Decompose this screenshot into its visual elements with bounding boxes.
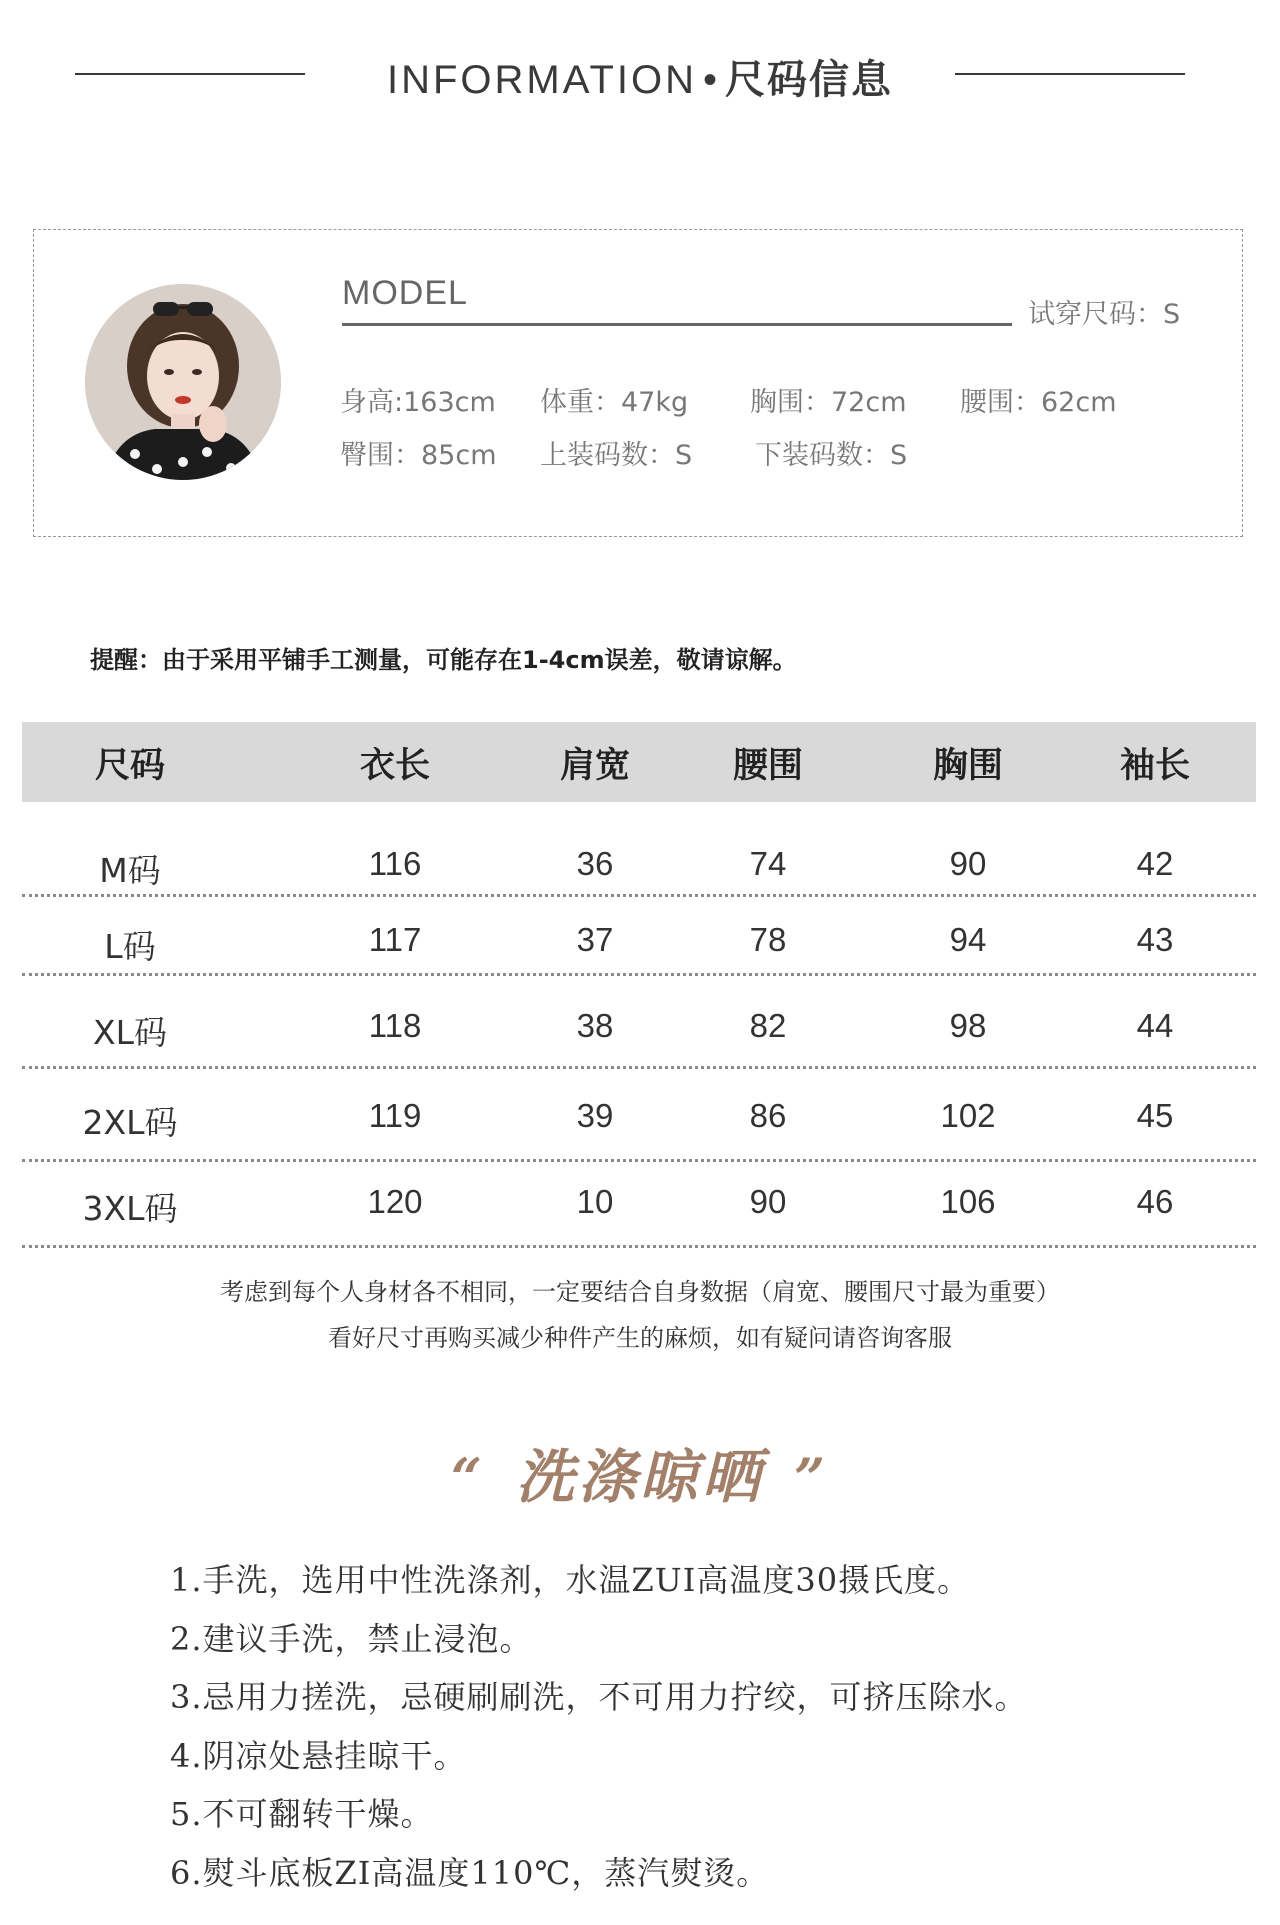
model-label: MODEL bbox=[342, 274, 468, 312]
col-header-sleeve: 袖长 bbox=[1119, 746, 1191, 786]
table-cell-waist: 82 bbox=[749, 1007, 787, 1044]
table-cell-size: L码 bbox=[104, 927, 156, 966]
table-cell-bust: 90 bbox=[949, 845, 987, 882]
table-cell-size: 3XL码 bbox=[82, 1189, 178, 1228]
section-title bbox=[0, 48, 1280, 105]
col-header-bust: 胸围 bbox=[932, 746, 1004, 786]
table-cell-bust: 98 bbox=[949, 1007, 987, 1044]
section-title-cn: 尺码信息 bbox=[725, 57, 894, 103]
table-cell-sleeve: 43 bbox=[1136, 921, 1174, 958]
model-weight: 体重：47kg bbox=[540, 387, 689, 418]
table-cell-bust: 94 bbox=[949, 921, 987, 958]
row-divider bbox=[22, 894, 1256, 897]
quote-close-mark: ” bbox=[794, 1446, 830, 1510]
model-hip: 臀围：85cm bbox=[340, 440, 497, 471]
table-cell-sleeve: 45 bbox=[1136, 1097, 1174, 1134]
table-cell-waist: 78 bbox=[749, 921, 787, 958]
table-cell-shoulder: 39 bbox=[576, 1097, 614, 1134]
table-cell-sleeve: 46 bbox=[1136, 1183, 1174, 1220]
table-cell-shoulder: 38 bbox=[576, 1007, 614, 1044]
washing-instruction: 6.熨斗底板ZI高温度110℃，蒸汽熨烫。 bbox=[170, 1854, 770, 1892]
size-table-header-bar bbox=[22, 722, 1256, 802]
model-bust: 胸围：72cm bbox=[750, 387, 907, 418]
section-title-separator: • bbox=[703, 58, 720, 102]
model-bottom-size: 下装码数：S bbox=[755, 440, 908, 471]
table-cell-size: M码 bbox=[99, 851, 161, 890]
washing-title-text: 洗涤晾晒 bbox=[515, 1443, 764, 1511]
size-advice-note: 看好尺寸再购买减少种件产生的麻烦，如有疑问请咨询客服 bbox=[328, 1324, 952, 1352]
model-avatar bbox=[85, 284, 281, 480]
washing-instruction: 1.手洗，选用中性洗涤剂，水温ZUI高温度30摄氏度。 bbox=[170, 1561, 971, 1599]
table-cell-length: 119 bbox=[368, 1097, 422, 1134]
section-title-en: INFORMATION bbox=[386, 58, 697, 102]
table-cell-size: XL码 bbox=[93, 1013, 167, 1052]
table-cell-bust: 102 bbox=[940, 1097, 996, 1134]
washing-instruction: 2.建议手洗，禁止浸泡。 bbox=[170, 1620, 533, 1658]
measurement-reminder: 提醒：由于采用平铺手工测量，可能存在1-4cm误差，敬请谅解。 bbox=[90, 646, 797, 674]
table-cell-sleeve: 42 bbox=[1136, 845, 1174, 882]
washing-instruction: 4.阴凉处悬挂晾干。 bbox=[170, 1737, 467, 1775]
model-height: 身高:163cm bbox=[340, 387, 496, 418]
row-divider bbox=[22, 1245, 1256, 1248]
col-header-size: 尺码 bbox=[94, 746, 166, 786]
table-cell-size: 2XL码 bbox=[82, 1103, 178, 1142]
washing-section-title bbox=[0, 1430, 1280, 1514]
row-divider bbox=[22, 1066, 1256, 1069]
col-header-shoulder: 肩宽 bbox=[559, 746, 631, 786]
row-divider bbox=[22, 1159, 1256, 1162]
table-cell-shoulder: 36 bbox=[576, 845, 614, 882]
washing-instruction: 3.忌用力搓洗，忌硬刷刷洗，不可用力拧绞，可挤压除水。 bbox=[170, 1678, 1028, 1716]
table-cell-length: 120 bbox=[367, 1183, 423, 1220]
model-top-size: 上装码数：S bbox=[540, 440, 693, 471]
model-portrait-image bbox=[85, 284, 281, 480]
table-cell-waist: 74 bbox=[749, 845, 787, 882]
table-cell-bust: 106 bbox=[940, 1183, 996, 1220]
size-advice-note: 考虑到每个人身材各不相同，一定要结合自身数据（肩宽、腰围尺寸最为重要） bbox=[220, 1278, 1060, 1306]
table-cell-length: 117 bbox=[368, 921, 422, 958]
table-cell-waist: 86 bbox=[749, 1097, 787, 1134]
model-waist: 腰围：62cm bbox=[960, 387, 1117, 418]
table-cell-shoulder: 37 bbox=[576, 921, 614, 958]
quote-open-mark: “ bbox=[450, 1446, 486, 1510]
table-cell-sleeve: 44 bbox=[1136, 1007, 1174, 1044]
model-label-underline bbox=[342, 323, 1012, 326]
table-cell-length: 116 bbox=[368, 845, 422, 882]
table-cell-waist: 90 bbox=[749, 1183, 787, 1220]
row-divider bbox=[22, 973, 1256, 976]
table-cell-length: 118 bbox=[368, 1007, 422, 1044]
model-trial-size: 试穿尺码：S bbox=[1028, 299, 1181, 330]
col-header-length: 衣长 bbox=[359, 746, 431, 786]
col-header-waist: 腰围 bbox=[732, 746, 804, 786]
washing-instruction: 5.不可翻转干燥。 bbox=[170, 1795, 434, 1833]
table-cell-shoulder: 10 bbox=[576, 1183, 614, 1220]
